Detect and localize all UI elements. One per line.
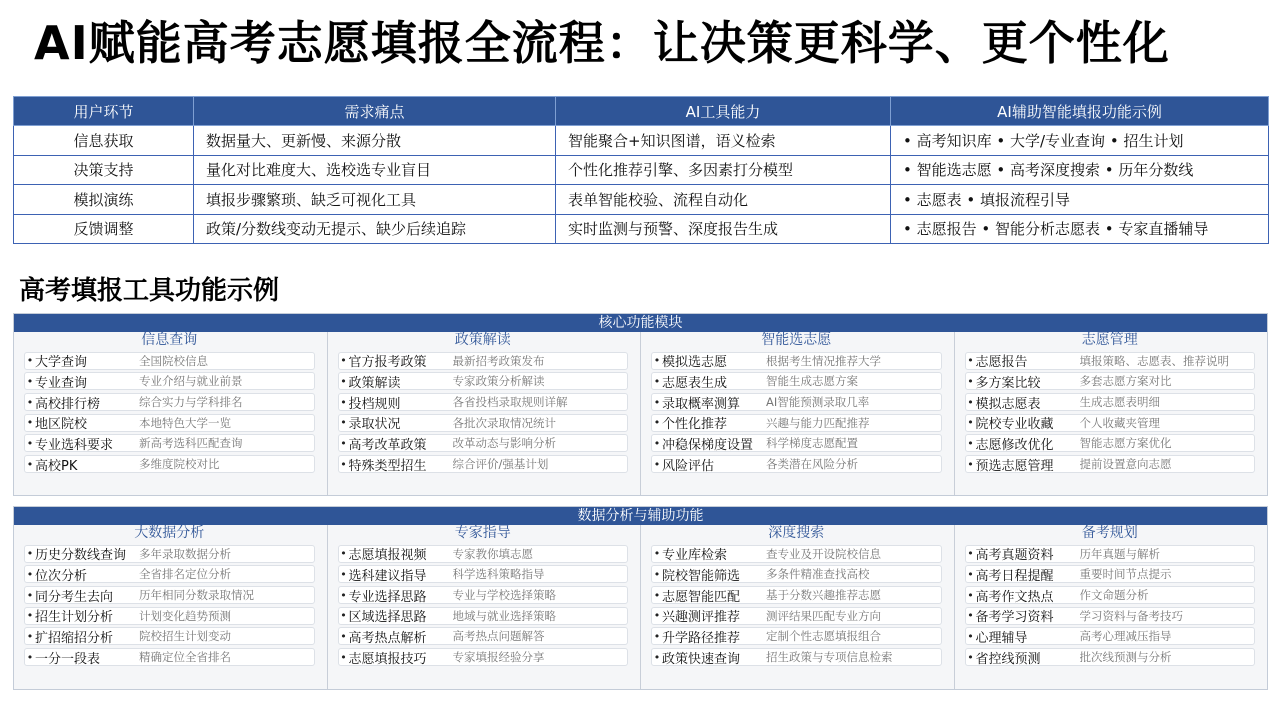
feature-description: 专业介绍与就业前景	[139, 374, 243, 389]
bullet-icon: •	[340, 374, 347, 388]
panel-header: 核心功能模块	[14, 314, 1267, 332]
feature-name: 高考改革政策	[348, 437, 427, 453]
bullet-icon: •	[340, 354, 347, 368]
feature-description: 高考心理减压指导	[1079, 629, 1172, 644]
bullet-icon: •	[26, 588, 34, 602]
table-cell: 信息获取	[14, 126, 194, 156]
feature-name: 个性化推荐	[662, 417, 728, 432]
feature-name: 省控线预测	[975, 651, 1041, 667]
table-cell: • 智能选志愿 • 高考深度搜索 • 历年分数线	[891, 155, 1269, 185]
feature-item[interactable]	[651, 565, 942, 583]
feature-name: 大学查询	[35, 355, 88, 370]
function-column	[641, 332, 955, 495]
feature-item[interactable]	[24, 607, 315, 625]
bullet-icon: •	[653, 567, 661, 581]
feature-description: 科学梯度志愿配置	[766, 436, 858, 451]
feature-description: 智能志愿方案优化	[1079, 436, 1172, 451]
feature-name: 志愿填报视频	[348, 548, 427, 563]
page-title: AI赋能高考志愿填报全流程：让决策更科学、更个性化	[34, 16, 1170, 70]
column-title: 信息查询	[141, 332, 198, 348]
table-cell: • 志愿表 • 填报流程引导	[891, 185, 1269, 215]
feature-name: 志愿智能匹配	[662, 589, 741, 605]
feature-description: 高考热点问题解答	[452, 629, 545, 644]
feature-name: 院校智能筛选	[662, 568, 741, 584]
feature-name: 风险评估	[662, 458, 715, 474]
bullet-icon: •	[26, 567, 34, 581]
feature-name: 模拟选志愿	[662, 355, 728, 370]
column-title: 备考规划	[1081, 525, 1138, 541]
bullet-icon: •	[26, 547, 34, 561]
overview-table	[13, 96, 1269, 244]
feature-item[interactable]	[965, 565, 1256, 583]
feature-name: 志愿填报技巧	[348, 651, 427, 667]
feature-item[interactable]	[338, 586, 629, 604]
bullet-icon: •	[967, 650, 974, 664]
feature-description: 专家教你填志愿	[452, 546, 533, 561]
bullet-icon: •	[340, 457, 347, 471]
feature-name: 高考热点解析	[348, 630, 427, 646]
column-header: AI辅助智能填报功能示例	[891, 97, 1269, 126]
feature-name: 特殊类型招生	[348, 458, 427, 474]
bullet-icon: •	[967, 547, 974, 561]
feature-item[interactable]	[965, 586, 1256, 604]
table-cell: • 志愿报告 • 智能分析志愿表 • 专家直播辅导	[891, 214, 1269, 244]
bullet-icon: •	[967, 374, 974, 388]
function-column	[14, 332, 328, 495]
feature-name: 志愿修改优化	[975, 437, 1054, 453]
feature-description: 查专业及开设院校信息	[766, 546, 881, 561]
feature-item[interactable]	[24, 565, 315, 583]
bullet-icon: •	[967, 395, 974, 409]
bullet-icon: •	[653, 609, 661, 623]
feature-item[interactable]	[338, 393, 629, 411]
feature-name: 升学路径推荐	[662, 630, 741, 646]
feature-name: 专业选择思路	[348, 589, 427, 605]
feature-name: 心理辅导	[975, 630, 1028, 646]
feature-item[interactable]	[965, 627, 1256, 645]
feature-item[interactable]	[338, 352, 629, 370]
feature-description: 兴趣与能力匹配推荐	[766, 415, 870, 430]
feature-name: 录取概率测算	[662, 396, 741, 412]
panel-columns	[14, 332, 1267, 495]
column-title: 政策解读	[454, 332, 511, 348]
feature-description: 专业与学校选择策略	[452, 588, 556, 603]
feature-item[interactable]	[651, 586, 942, 604]
bullet-icon: •	[26, 436, 34, 450]
feature-item[interactable]	[651, 372, 942, 390]
table-row	[14, 185, 1269, 215]
column-title: 大数据分析	[134, 525, 205, 541]
feature-description: 历年相同分数录取情况	[139, 588, 254, 603]
feature-name: 高考作文热点	[975, 589, 1054, 605]
bullet-icon: •	[340, 629, 347, 643]
column-title: 专家指导	[454, 525, 511, 541]
bullet-icon: •	[653, 629, 661, 643]
bullet-icon: •	[26, 457, 34, 471]
table-cell: 个性化推荐引擎、多因素打分模型	[556, 155, 891, 185]
table-cell: 决策支持	[14, 155, 194, 185]
feature-item[interactable]	[24, 455, 315, 473]
feature-description: 根据考生情况推荐大学	[766, 353, 881, 368]
bullet-icon: •	[340, 395, 347, 409]
feature-description: AI智能预测录取几率	[766, 395, 870, 410]
feature-name: 专业库检索	[662, 548, 728, 563]
feature-name: 高考真题资料	[975, 548, 1054, 563]
feature-item[interactable]	[338, 627, 629, 645]
feature-description: 多条件精准查找高校	[766, 567, 870, 582]
feature-description: 计划变化趋势预测	[139, 608, 231, 623]
feature-item[interactable]	[338, 455, 629, 473]
function-column	[328, 332, 642, 495]
column-header: 需求痛点	[194, 97, 556, 126]
feature-description: 各批次录取情况统计	[452, 415, 556, 430]
feature-description: 院校招生计划变动	[139, 629, 231, 644]
table-row	[14, 126, 1269, 156]
feature-item[interactable]	[338, 414, 629, 432]
feature-description: 科学选科策略指导	[452, 567, 545, 582]
feature-name: 预选志愿管理	[975, 458, 1054, 474]
table-cell: 政策/分数线变动无提示、缺少后续追踪	[194, 214, 556, 244]
feature-item[interactable]	[651, 393, 942, 411]
feature-description: 多年录取数据分析	[139, 546, 231, 561]
feature-description: 专家填报经验分享	[452, 650, 545, 665]
table-cell: • 高考知识库 • 大学/专业查询 • 招生计划	[891, 126, 1269, 156]
feature-name: 多方案比较	[975, 375, 1041, 391]
feature-description: 综合评价/强基计划	[452, 457, 549, 472]
bullet-icon: •	[967, 457, 974, 471]
bullet-icon: •	[26, 395, 34, 409]
table-cell: 量化对比难度大、选校选专业盲目	[194, 155, 556, 185]
bullet-icon: •	[967, 436, 974, 450]
feature-item[interactable]	[651, 545, 942, 563]
feature-name: 录取状况	[348, 417, 401, 432]
feature-description: 历年真题与解析	[1079, 546, 1160, 561]
feature-item[interactable]	[965, 455, 1256, 473]
feature-description: 基于分数兴趣推荐志愿	[766, 588, 881, 603]
feature-item[interactable]	[24, 414, 315, 432]
bullet-icon: •	[653, 457, 661, 471]
bullet-icon: •	[653, 416, 661, 430]
bullet-icon: •	[967, 567, 974, 581]
feature-name: 地区院校	[35, 417, 88, 432]
feature-description: 专家政策分析解读	[452, 374, 545, 389]
panel-columns	[14, 525, 1267, 689]
bullet-icon: •	[653, 547, 661, 561]
table-cell: 数据量大、更新慢、来源分散	[194, 126, 556, 156]
feature-item[interactable]	[24, 586, 315, 604]
bullet-icon: •	[340, 588, 347, 602]
feature-item[interactable]	[338, 607, 629, 625]
bullet-icon: •	[967, 629, 974, 643]
feature-item[interactable]	[24, 393, 315, 411]
bullet-icon: •	[340, 416, 347, 430]
function-column	[14, 525, 328, 689]
bullet-icon: •	[26, 609, 34, 623]
table-cell: 模拟演练	[14, 185, 194, 215]
feature-name: 志愿报告	[975, 355, 1028, 370]
feature-name: 志愿表生成	[662, 375, 728, 391]
feature-description: 定制个性志愿填报组合	[766, 629, 881, 644]
column-title: 深度搜索	[768, 525, 825, 541]
feature-description: 批次线预测与分析	[1079, 650, 1172, 665]
bullet-icon: •	[653, 374, 661, 388]
feature-description: 多维度院校对比	[139, 457, 220, 472]
table-row	[14, 155, 1269, 185]
feature-name: 政策快速查询	[662, 651, 741, 667]
feature-description: 生成志愿表明细	[1079, 395, 1160, 410]
feature-name: 专业查询	[35, 375, 88, 391]
feature-description: 重要时间节点提示	[1079, 567, 1172, 582]
column-header: AI工具能力	[556, 97, 891, 126]
bullet-icon: •	[653, 650, 661, 664]
bullet-icon: •	[340, 547, 347, 561]
section-subtitle: 高考填报工具功能示例	[19, 276, 280, 306]
feature-item[interactable]	[651, 627, 942, 645]
function-column	[955, 525, 1268, 689]
feature-description: 全省排名定位分析	[139, 567, 231, 582]
data-analysis-panel	[13, 506, 1268, 690]
bullet-icon: •	[967, 416, 974, 430]
bullet-icon: •	[340, 609, 347, 623]
feature-description: 本地特色大学一览	[139, 415, 231, 430]
feature-name: 高校PK	[35, 458, 78, 474]
feature-description: 最新招考政策发布	[452, 353, 545, 368]
feature-item[interactable]	[965, 372, 1256, 390]
bullet-icon: •	[653, 436, 661, 450]
feature-item[interactable]	[338, 565, 629, 583]
function-column	[641, 525, 955, 689]
feature-description: 各省投档录取规则详解	[452, 395, 568, 410]
core-function-panel	[13, 313, 1268, 496]
function-column	[328, 525, 642, 689]
feature-item[interactable]	[651, 352, 942, 370]
bullet-icon: •	[653, 588, 661, 602]
feature-item[interactable]	[651, 607, 942, 625]
feature-name: 冲稳保梯度设置	[662, 437, 754, 453]
table-cell: 表单智能校验、流程自动化	[556, 185, 891, 215]
feature-name: 历史分数线查询	[35, 548, 127, 563]
feature-name: 区域选择思路	[348, 610, 427, 625]
feature-item[interactable]	[651, 648, 942, 666]
feature-name: 政策解读	[348, 375, 401, 391]
feature-item[interactable]	[24, 627, 315, 645]
feature-item[interactable]	[338, 648, 629, 666]
bullet-icon: •	[340, 650, 347, 664]
column-header: 用户环节	[14, 97, 194, 126]
table-row	[14, 214, 1269, 244]
bullet-icon: •	[26, 354, 34, 368]
bullet-icon: •	[967, 354, 974, 368]
feature-description: 新高考选科匹配查询	[139, 436, 243, 451]
table-cell: 智能聚合+知识图谱，语义检索	[556, 126, 891, 156]
table-header-row	[14, 97, 1269, 126]
feature-item[interactable]	[24, 372, 315, 390]
feature-name: 院校专业收藏	[975, 417, 1054, 432]
feature-name: 专业选科要求	[35, 437, 114, 453]
feature-name: 兴趣测评推荐	[662, 610, 741, 625]
feature-item[interactable]	[651, 414, 942, 432]
bullet-icon: •	[340, 436, 347, 450]
table-cell: 反馈调整	[14, 214, 194, 244]
panel-header: 数据分析与辅助功能	[14, 507, 1267, 525]
column-title: 智能选志愿	[761, 332, 832, 348]
feature-name: 高校排行榜	[35, 396, 101, 412]
feature-description: 提前设置意向志愿	[1079, 457, 1172, 472]
feature-name: 模拟志愿表	[975, 396, 1041, 412]
feature-name: 高考日程提醒	[975, 568, 1054, 584]
bullet-icon: •	[26, 416, 34, 430]
feature-description: 改革动态与影响分析	[452, 436, 556, 451]
bullet-icon: •	[967, 588, 974, 602]
feature-item[interactable]	[965, 434, 1256, 452]
table-cell: 填报步骤繁琐、缺乏可视化工具	[194, 185, 556, 215]
feature-item[interactable]	[965, 607, 1256, 625]
feature-item[interactable]	[965, 414, 1256, 432]
bullet-icon: •	[26, 650, 34, 664]
feature-item[interactable]	[24, 648, 315, 666]
feature-description: 招生政策与专项信息检索	[766, 650, 893, 665]
bullet-icon: •	[653, 395, 661, 409]
feature-description: 全国院校信息	[139, 353, 208, 368]
feature-name: 招生计划分析	[35, 610, 114, 625]
feature-description: 多套志愿方案对比	[1079, 374, 1172, 389]
feature-description: 各类潜在风险分析	[766, 457, 858, 472]
feature-item[interactable]	[24, 545, 315, 563]
feature-name: 投档规则	[348, 396, 401, 412]
feature-name: 选科建议指导	[348, 568, 427, 584]
feature-description: 填报策略、志愿表、推荐说明	[1079, 353, 1229, 368]
bullet-icon: •	[653, 354, 661, 368]
feature-item[interactable]	[338, 545, 629, 563]
feature-description: 测评结果匹配专业方向	[766, 608, 881, 623]
feature-description: 综合实力与学科排名	[139, 395, 243, 410]
feature-name: 备考学习资料	[975, 610, 1054, 625]
table-cell: 实时监测与预警、深度报告生成	[556, 214, 891, 244]
feature-item[interactable]	[965, 545, 1256, 563]
function-column	[955, 332, 1268, 495]
feature-name: 官方报考政策	[348, 355, 427, 370]
feature-item[interactable]	[24, 434, 315, 452]
feature-name: 位次分析	[35, 568, 88, 584]
feature-description: 地域与就业选择策略	[452, 608, 556, 623]
feature-item[interactable]	[338, 434, 629, 452]
feature-description: 个人收藏夹管理	[1079, 415, 1160, 430]
feature-name: 同分考生去向	[35, 589, 114, 605]
column-title: 志愿管理	[1081, 332, 1138, 348]
feature-description: 学习资料与备考技巧	[1079, 608, 1183, 623]
feature-item[interactable]	[651, 434, 942, 452]
feature-item[interactable]	[338, 372, 629, 390]
feature-description: 作文命题分析	[1079, 588, 1149, 603]
feature-name: 扩招缩招分析	[35, 630, 114, 646]
feature-item[interactable]	[24, 352, 315, 370]
bullet-icon: •	[26, 374, 34, 388]
feature-item[interactable]	[965, 352, 1256, 370]
feature-item[interactable]	[965, 393, 1256, 411]
feature-name: 一分一段表	[35, 651, 101, 667]
bullet-icon: •	[26, 629, 34, 643]
bullet-icon: •	[340, 567, 347, 581]
feature-item[interactable]	[651, 455, 942, 473]
feature-description: 智能生成志愿方案	[766, 374, 858, 389]
feature-description: 精确定位全省排名	[139, 650, 231, 665]
feature-item[interactable]	[965, 648, 1256, 666]
bullet-icon: •	[967, 609, 974, 623]
